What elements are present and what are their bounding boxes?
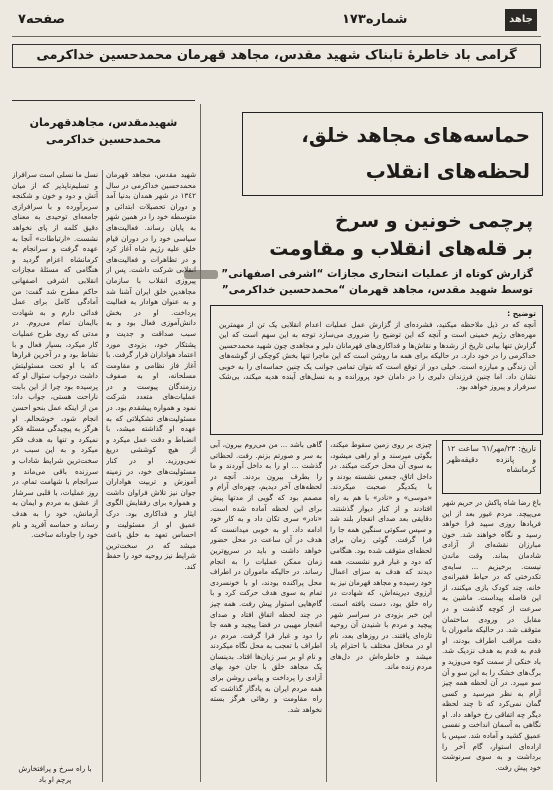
page-number: صفحه٧: [18, 12, 66, 27]
subtitle-line2: توسط شهید مقدس، مجاهد قهرمان “محمدحسین خداکرمی”: [221, 284, 533, 296]
column-rule: [326, 440, 327, 782]
column-3-text: گاهی باشد ... من می‌روم بیرون، آبی به سر و صورتم بزنم. رفت. لحظاتی گذشت ... او را به داخل آوردند و ما را بطرف بیرون بردند. آنچه در لحظه‌های آخر دیدیم، چهره‌ای آرام و مصمم بود که گویی از مدتها پیش برای این لحظه آماده شده است. «نادر» سری تکان داد و به کار خود ادامه داد. او به خوبی میدانست که هدف در آن ساعت در محل حضور خواهد داشت و باید در سریع‌ترین زمان ممکن عملیات را به انجام رساند. در حالیکه ماموران در اطراف محل پراکنده بودند، او با خونسردی تمام به سوی هدف حرکت کرد و با گام‌هایی استوار پیش رفت. همه چیز در چند لحظه اتفاق افتاد و صدای انفجار مهیبی در فضا پیچید و همه جا را دود و غبار فرا گرفت. مردم در اطراف با تعجب به محل نگاه میکردند و نام او بر سر زبان‌ها افتاد. بدینسان یک مجاهد خلق با جان خود بهای آزادی را پرداخت و پیامی روشن برای همه مردم ایران به یادگار گذاشت که راه مقاومت و رهائی هرگز بسته نخواهد شد.: [210, 440, 322, 714]
column-1-text: نسل ما نسلی است سرافراز و تسلیم‌ناپذیر که از میان آتش و دود و خون و شکنجه سربرآورده و با سرافرازی جامعه‌ای توحیدی به معنای دقیق کلمه از پای نخواهد نشست. «ارتباطات» آنجا به عهده گرفت و سرانجام به کرمانشاه اعزام گردید و هنگامی که مسئلهٔ مجازات انقلابی اشرفی اصفهانی حاکم مطرح شد گفت: من آمادگی کامل برای عمل فدائی دارم و به شهادت باایمان تمام می‌روم. در مدتی که روی طرح عملیات کار میکرد، بسیار فعال و با نشاط بود و در آخرین قرارها که با او تحت مسئولیتش داشت درجواب سئوال او که پرسیده بود چرا از این بابت ناراحت هستی، جواب داد: من از اینکه عمل بنحو احسن انجام شود، خوشحالم. او هرگز به پیچیدگی مسئله فکر نمیکرد و تنها به هدف فکر میکرد و به این سبب در سخت‌ترین شرایط شاداب و سرزنده باقی می‌ماند و سرانجام با شهامت تمام، در روز عملیات، با قلبی سرشار از عشق به مردم و ایمان به آرمانش، خود را به هدف رساند و حماسه آفرید و نام خود را جاودانه ساخت.: [12, 170, 98, 540]
body-column-5: [442, 498, 541, 782]
body-column-3: [210, 440, 322, 782]
dedication-banner: گرامی باد خاطرۀ تابناک شهید مقدس، مجاهد قهرمان محمدحسین خداکرمی: [12, 44, 541, 68]
column-4-text: چیزی بر روی زمین سقوط میکند، بگوئی میرسند و او راهی میشود، به سوی آن محل حرکت میکند. در داخل اتاق، جمعی نشسته بودند و با یکدیگر صحبت میکردند. «موسی» و «نادر» با هم به راه افتادند و از کنار دیوار گذشتند. دقایقی بعد صدای انفجار بلند شد و سپس سکوتی سنگین همه جا را فرا گرفت. گوئی زمان برای لحظه‌ای متوقف شده بود. هنگامی که دود و غبار فرو نشست، همه دیدند که هدف به سزای اعمال خود رسیده و مجاهد قهرمان نیز به آرزوی دیرینه‌اش، که شهادت در راه خلق بود، دست یافته است. این خبر بزودی در سراسر شهر پیچید و مردم با شنیدن آن روحیه تازه‌ای یافتند. در روزهای بعد، نام او در محافل مختلف با احترام یاد میشد و خاطره‌اش در دل‌های مردم زنده ماند.: [330, 440, 432, 672]
publication-logo: جاهد: [505, 9, 537, 31]
body-column-2: [106, 170, 196, 782]
headline-line2: لحظه‌های انقلاب: [365, 159, 530, 183]
body-column-1: [12, 170, 98, 760]
column-2-text: شهید مقدس، مجاهد قهرمان محمدحسین خداکرمی در سال ١٣٤٢ در شهر همدان بدنیا آمد و دوران تحصیلات ابتدائی و متوسطه خود را در همین شهر به پایان رساند. فعالیت‌های سیاسی خود را در دوران قیام خلق علیه رژیم شاه آغاز کرد و در تظاهرات و فعالیت‌های انقلابی شرکت داشت. پس از پیروزی انقلاب با سازمان مجاهدین خلق ایران آشنا شد و به عنوان هوادار به فعالیت پرداخت. او در بخش دانش‌آموزی فعال بود و به سبب صداقت و جدیت و پشتکار خود، بزودی مورد اعتماد هواداران قرار گرفت. با آغاز فاز نظامی و مقاومت مسلحانه، او به صفوف رزمندگان پیوست و در عملیات‌های متعدد شرکت نمود و همواره پیشقدم بود. در مسئولیت‌های تشکیلاتی که به عهده او گذاشته میشد، با انضباط و دقت عمل میکرد و از هیچ کوششی دریغ نمی‌ورزید. او در کنار مسئولیت‌های خود، در زمینه آموزش و تربیت هواداران جوان نیز تلاش فراوان داشت و همواره برای رفقایش الگوی ایثار و فداکاری بود. درک عمیق او از مسئولیت و احساس تعهد به خلق باعث میشد که در سخت‌ترین شرایط نیز روحیه خود را حفظ کند.: [106, 170, 196, 571]
signoff-2: پرچم او باد: [38, 775, 72, 784]
intro-label: توضیح :: [507, 309, 536, 318]
divider: [12, 100, 195, 101]
date-box: تاریخ: ٢٣/مهر/٦١ ساعت ١٢ و پانزده دقیقه‌ظهر کرمانشاه: [442, 440, 541, 494]
header-bar: [12, 6, 541, 37]
main-title-line2: بر قله‌های انقلاب و مقاومت: [269, 238, 533, 260]
intro-text: آنچه که در ذیل ملاحظه میکنید، فشرده‌ای از گزارش عمل عملیات اعدام انقلابی یک تن از مهمترین مهره‌های رژیم خمینی است و آنچه که این توضیح را ضروری می‌سازد توجه به این سهم است که این گزارش تنها بیانی تاریخ از رشدها و نقاش‌ها و فداکاری‌های قهرمانان دلیر و مجاهدی چون شهید محمدحسین خداکرمی را در خود دارد. در حالیکه برای همه ما روشن است که این ماجرا تنها بخش کوچکی از گوشه‌های آن زندگی و مبارزه است. خیلی دور از توقع است که بتوان تمامی جوانب یک چنین حماسه‌ای را به خوبی نشان داد. اما چنین فرزندان دلیری را در دامان خود پرورانده و به نسل‌های آینده هدیه میکند، بی‌شک سرفراز و پیروز خواهد بود.: [219, 320, 536, 392]
left-title-box: [12, 112, 195, 160]
left-title-line2: محمدحسین خداکرمی: [45, 133, 162, 146]
body-column-4: [330, 440, 432, 782]
main-title-line1: پرچمی خونین و سرخ: [334, 210, 533, 232]
subtitle-line1: [184, 268, 533, 280]
left-title-line1: شهیدمقدس، مجاهدقهرمان: [29, 116, 178, 129]
subtitle-line1-text: گزارش کوتاه از عملیات انتحاری مجازات “اشرفی اصفهانی”: [221, 268, 533, 280]
column-rule: [436, 440, 437, 782]
headline-line1: حماسه‌های مجاهد خلق،: [301, 123, 530, 147]
signoff-1: با راه سرخ و پرافتخارش: [18, 764, 92, 773]
column-rule: [200, 104, 201, 782]
headline-box: [242, 112, 543, 196]
issue-number: شماره١٧٣: [342, 12, 408, 27]
column-5-text: باغ رضا شاه پاکش در حریم شهر می‌پیچد. مردم غیور بعد از این فریادها روزی سپید فرا خواهد رسید و نگاه خواهند شد. خون مبارزان نقشه‌ای از آزادی شادمان بماند. وقت ماندن نیست. برخیزیم ... سایه‌ی تکدرختی که در حیاط فقیرانه‌ی خانه، چند کودک بازی میکنند، از این فاصله پیداست. ماشین به سرعت از کوچه گذشت و در مقابل در ورودی ساختمان متوقف شد. در حالیکه ماموران با دقت مراقب اطراف بودند، او قدم به قدم به هدف نزدیک شد. باد خنکی از سمت کوه می‌وزید و برگ‌های خشک را به این سو و آن سو میبرد. در آن لحظه همه چیز آرام به نظر میرسید و کسی گمان نمی‌کرد که تا چند لحظه دیگر چه اتفاقی رخ خواهد داد. او نگاهی به آسمان انداخت و نفسی عمیق کشید و آماده شد. سپس با اراده‌ای استوار، گام آخر را برداشت و به سوی سرنوشت خود پیش رفت.: [442, 498, 541, 772]
intro-box: [210, 305, 543, 435]
column-rule: [102, 170, 103, 782]
